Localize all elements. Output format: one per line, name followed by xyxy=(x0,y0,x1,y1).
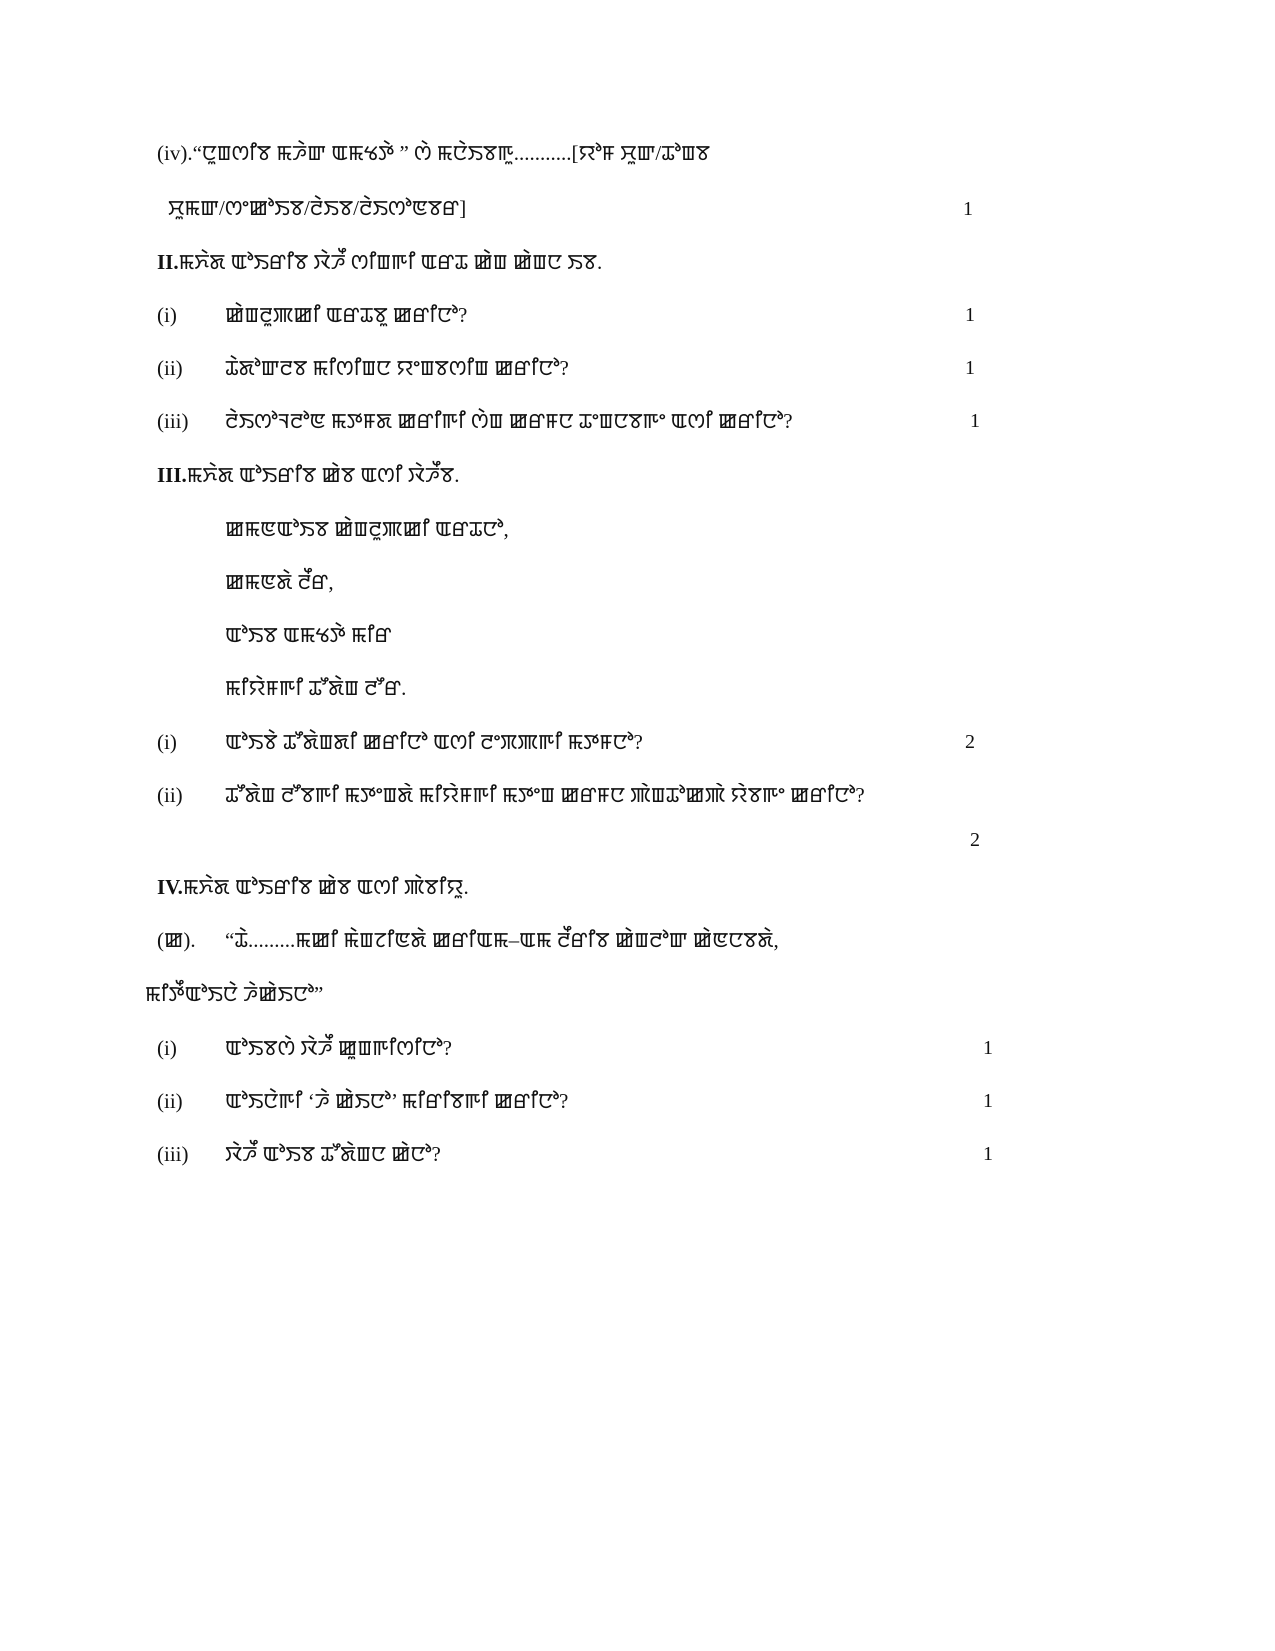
section-IV-item-2 xyxy=(157,1089,568,1114)
section-IV-roman: IV. xyxy=(157,875,183,899)
item-text: ꯀꯥꯡꯂꯨꯄꯀꯤ ꯑꯔꯊꯕꯨ ꯀꯔꯤꯅꯣ? xyxy=(225,303,468,327)
section-III-item-2-mark: 2 xyxy=(970,829,980,851)
section-III-instruction: ꯃꯈꯥꯗ ꯑꯣꯏꯔꯤꯕ ꯀꯥꯕ ꯑꯁꯤ ꯋꯥꯍꯩꯕ. xyxy=(186,463,460,487)
section-IV-item-3-mark: 1 xyxy=(983,1143,993,1165)
section-II-item-1-mark: 1 xyxy=(965,304,975,326)
section-II-item-2 xyxy=(157,356,569,381)
section-II-item-3 xyxy=(157,409,793,434)
item-text: ꯑꯣꯏꯕꯥ ꯊꯧꯗꯥꯡꯗꯤ ꯀꯔꯤꯅꯣ ꯑꯁꯤ ꯂꯦꯞꯄꯒꯤ ꯃꯇꯝꯅꯣ? xyxy=(225,730,643,754)
passage-line-1 xyxy=(157,928,779,953)
section-III-item-2 xyxy=(157,783,1047,808)
passage-label: (ꯀ). xyxy=(157,928,196,952)
poem-line-4: ꯃꯤꯌꯥꯝꯒꯤ ꯊꯧꯗꯥꯡ ꯂꯧꯔ. xyxy=(225,676,407,700)
item-number: (iii) xyxy=(157,1142,189,1166)
section-II-instruction: ꯃꯈꯥꯗ ꯑꯣꯏꯔꯤꯕ ꯋꯥꯍꯩ ꯁꯤꯡꯒꯤ ꯑꯔꯊ ꯀꯥꯡ ꯀꯥꯡꯅ ꯏꯕ. xyxy=(178,250,603,274)
section-IV-item-3 xyxy=(157,1142,441,1167)
question-iv-line2: ꯆꯨꯃꯛ/ꯁꯦꯀꯣꯏꯕ/ꯂꯥꯏꯕ/ꯂꯥꯏꯁꯣꯟꯕꯔ] xyxy=(168,196,467,220)
section-IV-item-2-mark: 1 xyxy=(983,1090,993,1112)
passage-text-1: “ꯊꯥ.........ꯃꯀꯤ ꯃꯥꯡꯖꯤꯟꯗꯥ ꯀꯔꯤꯑꯃ–ꯑꯃ ꯂꯩꯔꯤꯕ ꯀꯥꯡꯂꯣꯛ ꯀꯥꯟꯅꯕꯗꯥ, xyxy=(225,928,779,952)
item-number: (ii) xyxy=(157,356,183,380)
item-text: ꯊꯧꯗꯥꯡ ꯂꯧꯕꯒꯤ ꯃꯇꯦꯡꯗꯥ ꯃꯤꯌꯥꯝꯒꯤ ꯃꯇꯦꯡ ꯀꯔꯝꯅ ꯄꯥꯡꯊꯣꯀꯄꯥ ꯌꯥꯕꯒꯦ ꯀꯔꯤꯅꯣ? xyxy=(225,783,865,807)
section-IV-instruction: ꯃꯈꯥꯗ ꯑꯣꯏꯔꯤꯕ ꯀꯥꯕ ꯑꯁꯤ ꯄꯥꯕꯤꯌꯨ. xyxy=(182,875,469,899)
section-III-heading xyxy=(157,463,459,488)
section-IV-heading xyxy=(157,875,469,900)
item-text: ꯑꯣꯏꯕꯁꯥ ꯋꯥꯍꯩ ꯀꯨꯡꯒꯤꯁꯤꯅꯣ? xyxy=(225,1036,452,1060)
poem-line-3: ꯑꯣꯏꯕ ꯑꯃꯠꯇꯥ ꯃꯤꯔ xyxy=(225,623,392,647)
item-number: (iii) xyxy=(157,409,189,433)
poem-line-1: ꯀꯃꯟꯑꯣꯏꯕ ꯀꯥꯡꯂꯨꯄꯀꯤ ꯑꯔꯊꯅꯣ, xyxy=(225,517,509,541)
passage-line-2: ꯃꯤꯇꯩꯑꯣꯏꯅꯥ ꯍꯥꯀꯥꯏꯅꯣ” xyxy=(145,982,324,1006)
section-IV-item-1 xyxy=(157,1036,452,1061)
section-III-roman: III. xyxy=(157,463,187,487)
section-III-item-1 xyxy=(157,730,643,755)
item-number: (i) xyxy=(157,730,177,754)
item-number: (i) xyxy=(157,1036,177,1060)
section-IV-item-1-mark: 1 xyxy=(983,1037,993,1059)
section-II-item-1 xyxy=(157,303,467,328)
item-number: (ii) xyxy=(157,783,183,807)
question-iv-line1: (iv).“ꯅꯨꯡꯁꯤꯕ ꯃꯍꯥꯛ ꯑꯃꯠꯇꯥ ” ꯁꯥ ꯃꯅꯥꯏꯕꯒꯨ...........[ꯌꯣꯝ ꯆꯨꯛ/ꯊꯣꯡꯕ xyxy=(157,141,710,165)
item-text: ꯊꯥꯗꯣꯛꯂꯕ ꯃꯤꯁꯤꯡꯅ ꯌꯦꯡꯕꯁꯤꯡ ꯀꯔꯤꯅꯣ? xyxy=(225,356,569,380)
item-number: (ii) xyxy=(157,1089,183,1113)
item-text: ꯑꯣꯏꯅꯥꯒꯤ ‘ꯍꯥ ꯀꯥꯏꯅꯣ’ ꯃꯤꯔꯤꯕꯒꯤ ꯀꯔꯤꯅꯣ? xyxy=(225,1089,569,1113)
item-text: ꯂꯥꯏꯁꯣꯜꯂꯣꯟ ꯃꯇꯝꯗ ꯀꯔꯤꯒꯤ ꯁꯥꯡ ꯀꯔꯝꯅ ꯊꯦꯡꯅꯕꯒꯦ ꯑꯁꯤ ꯀꯔꯤꯅꯣ? xyxy=(225,409,793,433)
poem-line-2: ꯀꯃꯟꯗꯥ ꯂꯩꯔ, xyxy=(225,570,334,594)
section-II-item-2-mark: 1 xyxy=(965,357,975,379)
section-II-item-3-mark: 1 xyxy=(970,410,980,432)
item-text: ꯋꯥꯍꯩ ꯑꯣꯏꯕ ꯊꯧꯗꯥꯡꯅ ꯀꯥꯅꯣ? xyxy=(225,1142,441,1166)
section-II-roman: II. xyxy=(157,250,179,274)
question-iv-mark: 1 xyxy=(963,198,973,220)
section-III-item-1-mark: 2 xyxy=(965,731,975,753)
section-II-heading xyxy=(157,250,602,275)
item-number: (i) xyxy=(157,303,177,327)
